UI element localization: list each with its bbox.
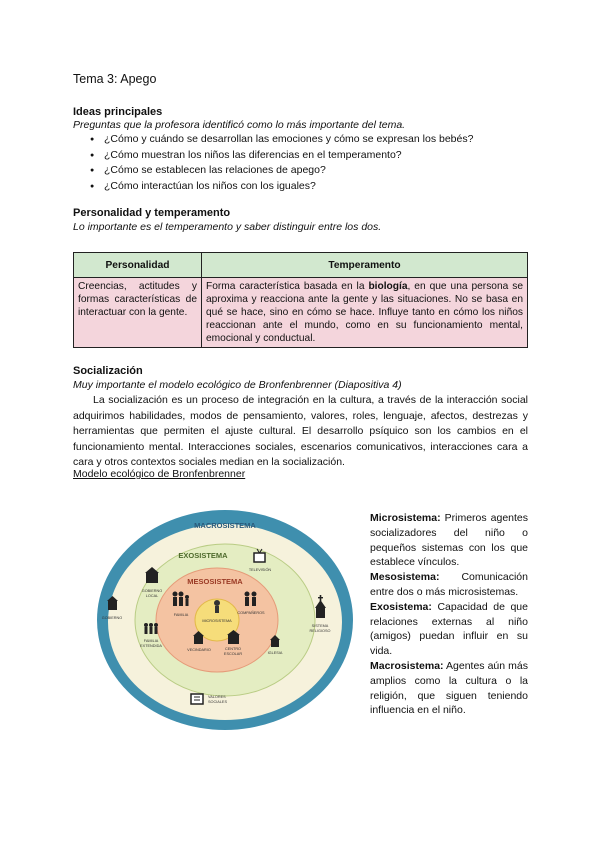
table-cell: Creencias, actitudes y formas características de interactuar con la gente. xyxy=(74,278,202,348)
iglesia-label: IGLESIA xyxy=(267,651,283,655)
model-legend xyxy=(370,511,528,718)
table-header: Personalidad xyxy=(74,253,202,278)
exosystem-label: EXOSISTEMA xyxy=(178,551,228,560)
questions-list xyxy=(90,132,473,194)
socializacion-heading: Socialización xyxy=(73,365,143,377)
legend-macro: Macrosistema: Agentes aún más amplios como la cultura o la religión, que siguen teniendo influencia en el niño. xyxy=(370,659,529,717)
socializacion-intro: Muy importante el modelo ecológico de Bronfenbrenner (Diapositiva 4) xyxy=(73,379,402,391)
valores-label-1: VALORES xyxy=(208,695,226,699)
familia-extendida-label-1: FAMILIA xyxy=(143,639,159,643)
list-item: ● ¿Cómo y cuándo se desarrollan las emociones y cómo se expresan los bebés? xyxy=(104,132,473,148)
social-values-icon xyxy=(191,694,203,704)
list-item: ● ¿Cómo se establecen las relaciones de apego? xyxy=(104,163,473,179)
vecindario-label: VECINDARIO xyxy=(187,648,211,652)
page-title: Tema 3: Apego xyxy=(73,72,157,86)
legend-micro: Microsistema: Primeros agentes socializadores del niño o pequeños sistemas con los que establece vínculos. xyxy=(370,512,528,569)
centro-label-1: CENTRO xyxy=(224,647,242,651)
list-item: ● ¿Cómo muestran los niños las diferencias en el temperamento? xyxy=(104,148,473,164)
personalidad-heading: Personalidad y temperamento xyxy=(73,207,231,219)
centro-label-2: ESCOLAR xyxy=(223,652,243,656)
ideas-heading: Ideas principales xyxy=(73,106,163,118)
sistema-religioso-label-1: SISTEMA xyxy=(311,624,329,628)
list-item: ● ¿Cómo interactúan los niños con los iguales? xyxy=(104,179,473,195)
legend-meso: Mesosistema: Comunicación entre dos o más microsistemas. xyxy=(370,571,528,598)
familia-extendida-label-2: EXTENDIDA xyxy=(140,644,162,648)
macrosystem-label: MACROSISTEMA xyxy=(194,521,256,530)
microsystem-label: MICROSISTEMA xyxy=(202,619,232,623)
television-label: TELEVISIÓN xyxy=(248,568,272,572)
socializacion-paragraph: La socialización es un proceso de integración en la cultura, a través de la interacción social adquirimos habilidades, modos de pensamiento, valores, roles, lenguaje, afectos, destrezas y herramientas que permiten el ajuste cultural. El desarrollo psíquico son los cambios en el funcionamiento mental. Interacciones sociales, escenarios comunicativos, interacciones cara a cara y otros contextos sociales median en la socialización. xyxy=(73,394,528,468)
mesosystem-label: MESOSISTEMA xyxy=(187,577,243,586)
model-link[interactable]: Modelo ecológico de Bronfenbrenner xyxy=(73,468,246,480)
sistema-religioso-label-2: RELIGIOSO xyxy=(309,629,331,633)
legend-exo: Exosistema: Capacidad de que relaciones externas al niño (amigos) puedan influir en su vida. xyxy=(370,600,528,658)
comparison-table xyxy=(73,252,528,348)
table-header: Temperamento xyxy=(202,253,528,278)
ideas-intro: Preguntas que la profesora identificó como lo más importante del tema. xyxy=(73,119,406,131)
personalidad-intro: Lo importante es el temperamento y saber distinguir entre los dos. xyxy=(73,221,382,233)
gobierno-local-label-1: GOBIERNO xyxy=(141,589,163,593)
valores-label-2: SOCIALES xyxy=(208,700,227,704)
gobierno-local-label-2: LOCAL xyxy=(145,594,159,598)
gobierno-label: GOBIERNO xyxy=(101,616,123,620)
familia-label: FAMILIA xyxy=(173,613,189,617)
table-cell: Forma característica basada en la biología, en que una persona se aproxima y reacciona ante la gente y las situaciones. No se basa en qué se hace, sino en cómo se hace. Influye tanto en cómo los niños reaccionan ante el mundo, como en su funcionamiento mental, emocional y conductual. xyxy=(202,278,528,348)
companeros-label: COMPAÑEROS xyxy=(237,611,265,615)
extended-family-icon xyxy=(144,623,158,634)
ecological-model-diagram xyxy=(95,508,355,733)
